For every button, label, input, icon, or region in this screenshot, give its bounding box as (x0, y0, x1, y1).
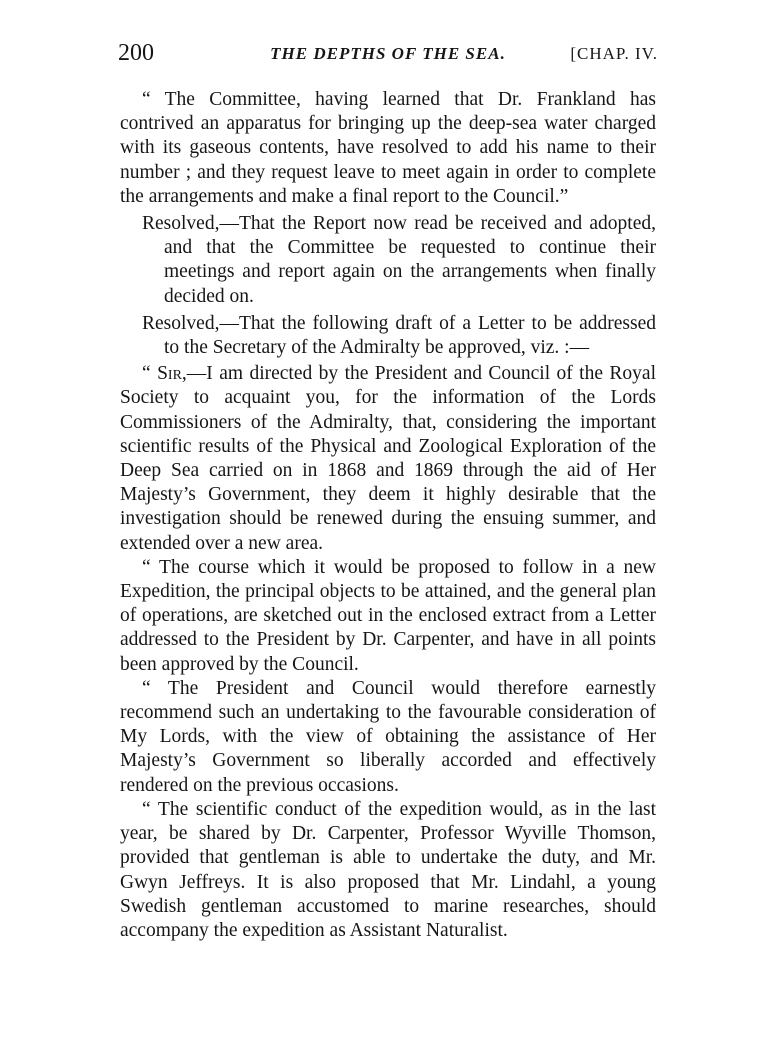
resolution-adopt-report: Resolved,—That the Report now read be received and adopted, and that the Committee be requested to continue their meetings and report again on the arrangements when finally decided on. (142, 213, 656, 307)
running-header (118, 40, 658, 70)
chapter-reference: [CHAP. IV. (570, 44, 658, 63)
scientific-conduct-paragraph: “ The scientific conduct of the expedition would, as in the last year, be shared by Dr. Carpenter, Professor Wyville Thomson, provided that gentleman is able to undertake the duty, and Mr. Gwyn Jeffreys. It is also proposed that Mr. Lindahl, a young Swedish gentleman accustomed to marine researches, should accompany the expedition as Assistant Naturalist. (120, 798, 656, 941)
letter-opening-text: —I am directed by the President and Council of the Royal Society to acquaint you, for the information of the Lords Commissioners of the Admiralty, that, considering the important scientific results of the Physical and Zoological Exploration of the Deep Sea carried on in 1868 and 1869 through the aid of Her Majesty’s Government, they deem it highly desirable that the investigation should be renewed during the ensuing summer, and extended over a new area. (120, 363, 656, 554)
running-title: THE DEPTHS OF THE SEA. (270, 44, 506, 63)
letter-salutation: “ Sir, (142, 363, 187, 385)
page-number: 200 (118, 40, 154, 66)
recommendation-paragraph: “ The President and Council would therefore earnestly recommend such an undertaking to the favourable consideration of My Lords, with the view of obtaining the assistance of Her Majesty’s Government so liberally accorded and effectively rendered on the previous occasions. (120, 677, 656, 796)
letter-opening-paragraph (120, 362, 656, 556)
resolution-approve-letter: Resolved,—That the following draft of a Letter to be addressed to the Secretary of the Admiralty be approved, viz. :— (142, 312, 656, 359)
page-body (120, 88, 656, 943)
committee-paragraph: “ The Committee, having learned that Dr. Frankland has contrived an apparatus for bringing up the deep-sea water charged with its gaseous contents, have resolved to add his name to their number ; and they request leave to meet again in order to complete the arrangements and make a final report to the Council.” (120, 89, 656, 207)
course-paragraph: “ The course which it would be proposed to follow in a new Expedition, the principal objects to be attained, and the general plan of operations, are sketched out in the enclosed extract from a Letter addressed to the President by Dr. Carpenter, and have in all points been approved by the Council. (120, 556, 656, 675)
